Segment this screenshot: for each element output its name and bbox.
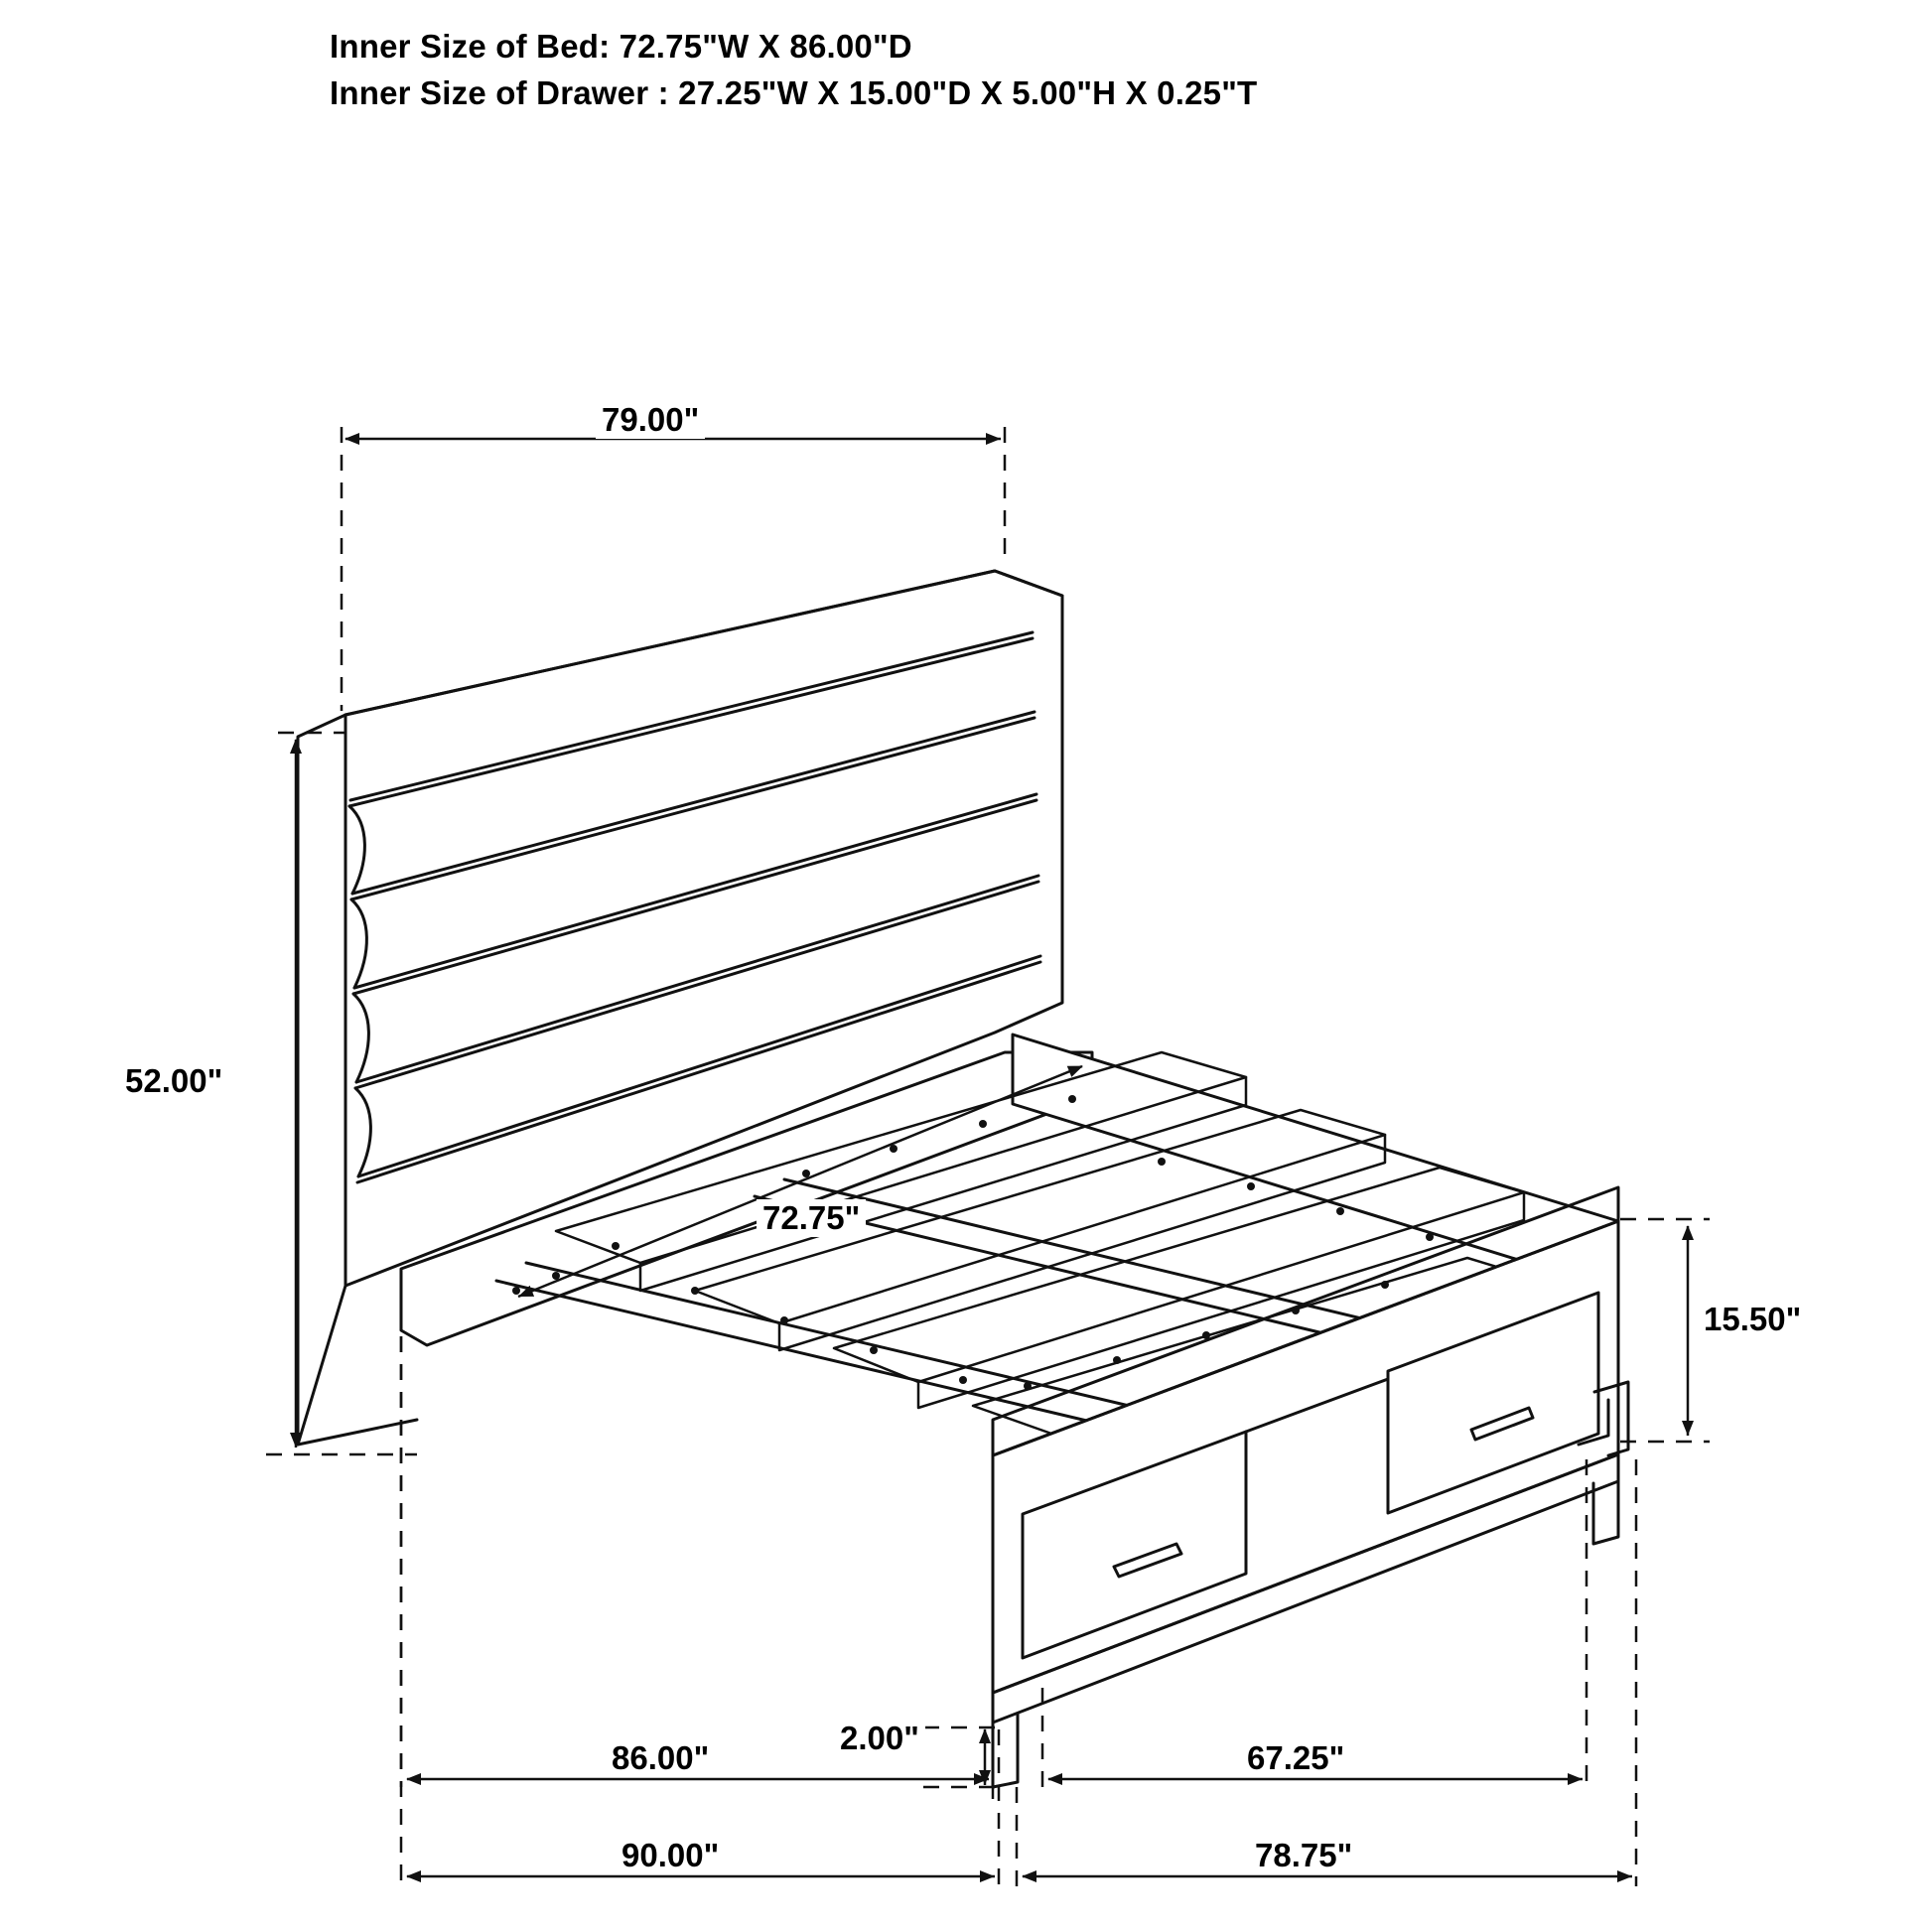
inner-size-drawer-text: Inner Size of Drawer : 27.25"W X 15.00"D X 5.00"H X 0.25"T [330,73,1258,111]
bed-outline [298,571,1628,1787]
dimension-label-leg-height: 2.00" [834,1720,925,1757]
dimension-label-headboard-width: 79.00" [596,401,705,439]
dimension-label-inner-depth: 86.00" [606,1739,715,1777]
dimension-label-headboard-height: 52.00" [119,1062,228,1100]
inner-size-bed-text: Inner Size of Bed: 72.75"W X 86.00"D [330,28,912,65]
dimension-label-drawer-span: 67.25" [1241,1739,1350,1777]
dimension-label-overall-depth: 90.00" [616,1837,725,1874]
dimension-label-overall-width: 78.75" [1249,1837,1358,1874]
dimension-label-footboard-height: 15.50" [1698,1301,1807,1338]
dimension-label-mattress-width: 72.75" [757,1199,866,1237]
